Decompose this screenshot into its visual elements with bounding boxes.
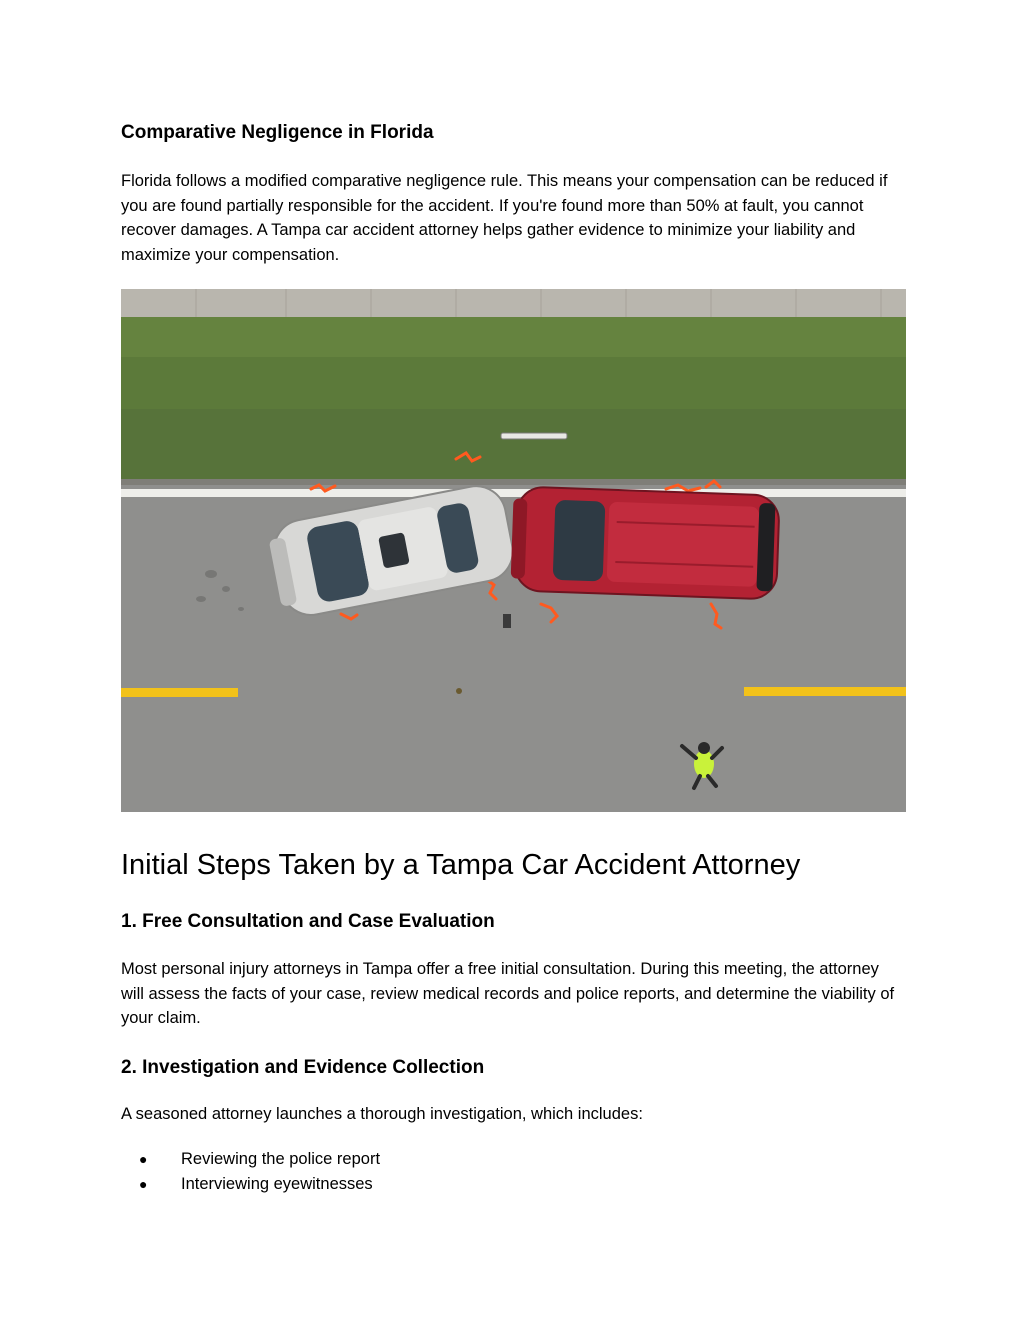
list-item (121, 1147, 380, 1172)
step-1-paragraph: Most personal injury attorneys in Tampa offer a free initial consultation. During this meeting, the attorney will assess the facts of your case, review medical records and police reports, and determine the viability of your claim. (121, 960, 895, 1027)
evidence-bullet-list (121, 1147, 380, 1196)
section-heading-comparative-negligence: Comparative Negligence in Florida (121, 122, 434, 143)
list-item-text: Interviewing eyewitnesses (181, 1174, 373, 1193)
section-paragraph-comparative-negligence: Florida follows a modified comparative negligence rule. This means your compensation can be reduced if you are found partially responsible for the accident. If you're found more than 50% at fault, you cannot recover damages. A Tampa car accident attorney helps gather evidence to minimize your liability and maximize your compensation. (121, 172, 888, 264)
car-accident-aerial-photo (121, 289, 906, 812)
step-2-paragraph: A seasoned attorney launches a thorough investigation, which includes: (121, 1105, 643, 1123)
list-item (121, 1172, 380, 1197)
page-title: Initial Steps Taken by a Tampa Car Accident Attorney (121, 849, 801, 881)
step-2-heading: 2. Investigation and Evidence Collection (121, 1057, 485, 1078)
list-item-text: Reviewing the police report (181, 1150, 381, 1168)
step-1-heading: 1. Free Consultation and Case Evaluation (121, 911, 495, 932)
bullet-icon: ● (139, 1151, 148, 1167)
bullet-icon: ● (139, 1175, 148, 1192)
